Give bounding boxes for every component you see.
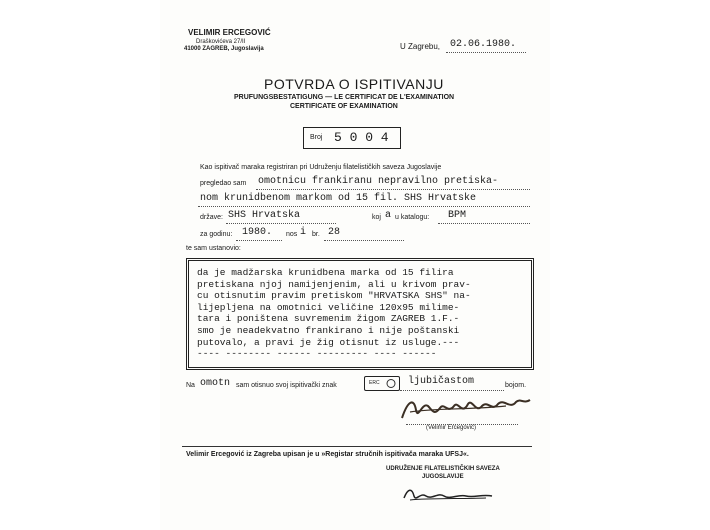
ustanovio-label: te sam ustanovio: — [186, 245, 241, 252]
stamp-circle-icon — [385, 378, 397, 389]
title-line3: CERTIFICATE OF EXAMINATION — [290, 103, 398, 110]
pregledao-label: pregledao sam — [200, 180, 247, 187]
assoc-line1: UDRUŽENJE FILATELISTIČKIH SAVEZA — [386, 466, 500, 472]
number-label: Broj — [310, 134, 323, 141]
findings-line: smo je neadekvatno frankirano i nije poštanski — [197, 324, 460, 336]
date-value: 02.06.1980. — [450, 39, 517, 50]
findings-box — [186, 258, 534, 370]
pregledao-value: omotnicu frankiranu nepravilno pretiska- — [258, 176, 499, 187]
dots-7 — [400, 390, 504, 391]
closing-suffix: bojom. — [505, 382, 527, 389]
dots-8 — [406, 424, 518, 425]
pregledao-value2: nom krunidbenom markom od 15 fil. SHS Hrvatske — [200, 193, 477, 204]
assoc-line2: JUGOSLAVIJE — [422, 474, 464, 480]
signature-icon — [396, 392, 536, 426]
koj-value: a — [385, 210, 392, 221]
dots-1 — [256, 189, 530, 190]
nos-label: nos — [286, 231, 298, 238]
dots-2 — [198, 206, 530, 207]
drzave-value: SHS Hrvatska — [228, 210, 301, 221]
letterhead-street: Draškovićeva 27/II — [196, 39, 246, 45]
findings-line: lijepljena na omotnici veličine 120x95 milime- — [197, 301, 460, 313]
title-line2: PRUFUNGSBESTATIGUNG — LE CERTIFICAT DE L'EXAMINATION — [234, 94, 455, 101]
footer-rule — [182, 446, 532, 447]
dots-6 — [324, 240, 404, 241]
examiner-stamp — [364, 376, 400, 391]
page-title: POTVRDA O ISPITIVANJU — [264, 76, 444, 92]
nos-value: i — [300, 227, 307, 238]
dots-3 — [226, 223, 336, 224]
number-value: 5 0 0 4 — [334, 130, 389, 145]
place-prefix: U Zagrebu, — [400, 42, 441, 51]
date-dots — [446, 52, 526, 53]
katalog-label: u katalogu: — [395, 214, 430, 221]
signature-caption: (Velimir Ercegović) — [426, 425, 477, 431]
closing-middle: sam otisnuo svoj ispitivački znak — [236, 382, 337, 389]
closing-prefix: Na — [186, 382, 195, 389]
findings-text — [197, 267, 471, 360]
findings-line: pretiskana njoj namijenjenim, ali u krivom prav- — [197, 278, 471, 290]
number-box — [303, 127, 401, 149]
association-signature-icon — [400, 484, 500, 506]
katalog-value: BPM — [448, 210, 467, 221]
closing-typed2: ljubičastom — [408, 376, 475, 387]
dots-5 — [236, 240, 282, 241]
registry-text: Velimir Ercegović iz Zagreba upisan je u »Registar stručnih ispitivača maraka UFSJ«. — [186, 451, 469, 458]
findings-line: cu otisnutim pravim pretiskom "HRVATSKA SHS" na- — [197, 290, 471, 302]
findings-line: putovalo, a pravi je žig otisnut iz usluge.--- — [197, 336, 460, 348]
br-label: br. — [312, 231, 320, 238]
closing-typed: omotn — [200, 378, 231, 389]
dots-4 — [438, 223, 530, 224]
findings-line: tara i poništena suvremenim žigom ZAGREB 1.F.- — [197, 313, 460, 325]
intro-text: Kao ispitivač maraka registriran pri Udruženju filatelističkih saveza Jugoslavije — [200, 164, 442, 171]
koj-label: koj — [372, 214, 381, 221]
stamp-text: ERC — [369, 380, 380, 386]
godinu-value: 1980. — [242, 227, 273, 238]
letterhead-city: 41000 ZAGREB, Jugoslavija — [184, 46, 264, 52]
certificate-paper — [160, 0, 550, 530]
findings-line: ---- -------- ------ --------- ---- ------ — [197, 348, 437, 360]
findings-line: da je madžarska krunidbena marka od 15 filira — [197, 267, 454, 278]
letterhead-name: VELIMIR ERCEGOVIĆ — [188, 28, 271, 37]
godinu-label: za godinu: — [200, 231, 233, 238]
drzave-label: države: — [200, 214, 223, 221]
br-value: 28 — [328, 227, 341, 238]
